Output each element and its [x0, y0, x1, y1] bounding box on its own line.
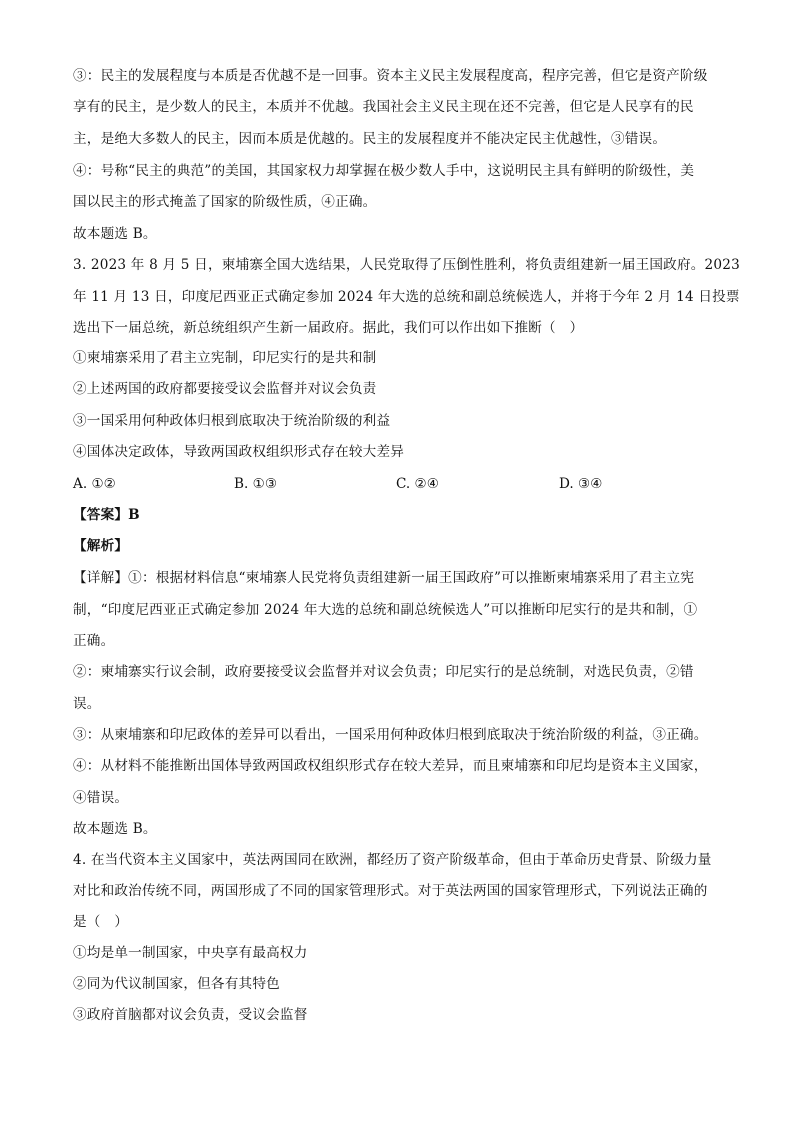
question-3-statement-4: ④国体决定政体，导致两国政权组织形式存在较大差异	[73, 444, 405, 460]
detail-explanation-line: ②：柬埔寨实行议会制，政府要接受议会监督并对议会负责；印尼实行的是总统制，对选民负责，②错	[73, 664, 694, 680]
question-4-statement-1: ①均是单一制国家，中央享有最高权力	[73, 945, 308, 961]
analysis-heading: 【解析】	[73, 538, 129, 554]
detail-explanation-line: ③：从柬埔寨和印尼政体的差异可以看出，一国采用何种政体归根到底取决于统治阶级的利益，③正确。	[73, 727, 708, 743]
question-3-statement-1: ①柬埔寨采用了君主立宪制，印尼实行的是共和制	[73, 350, 377, 366]
analysis-item-4-line: ④：号称“民主的典范”的美国，其国家权力却掌握在极少数人手中，这说明民主具有鲜明的阶级性，美	[73, 163, 695, 179]
question-3-options	[73, 474, 723, 494]
question-4-stem: 4. 在当代资本主义国家中，英法两国同在欧洲，都经历了资产阶级革命，但由于革命历史背景、阶级力量	[73, 852, 712, 868]
detail-explanation-line: 制，“印度尼西亚正式确定参加 2024 年大选的总统和副总统候选人”可以推断印尼实行的是共和制，①	[73, 602, 698, 618]
question-3-statement-3: ③一国采用何种政体归根到底取决于统治阶级的利益	[73, 413, 391, 429]
analysis-item-3-line: ③：民主的发展程度与本质是否优越不是一回事。资本主义民主发展程度高，程序完善，但它是资产阶级	[73, 68, 708, 84]
question-3-stem: 3. 2023 年 8 月 5 日，柬埔寨全国大选结果，人民党取得了压倒性胜利，将负责组建新一届王国政府。2023	[73, 257, 740, 273]
option-b: B. ①③	[234, 476, 278, 492]
answer-label: 【答案】B	[73, 507, 140, 523]
detail-explanation-line: 正确。	[73, 633, 115, 649]
conclusion-line: 故本题选 B。	[73, 821, 157, 837]
option-a: A. ①②	[73, 476, 116, 492]
analysis-item-3-line: 主，是绝大多数人的民主，因而本质是优越的。民主的发展程度并不能决定民主优越性，③错误。	[73, 131, 667, 147]
analysis-item-4-line: 国以民主的形式掩盖了国家的阶级性质，④正确。	[73, 194, 377, 210]
question-3-stem: 年 11 月 13 日，印度尼西亚正式确定参加 2024 年大选的总统和副总统候选人，并将于今年 2 月 14 日投票	[73, 289, 740, 305]
detail-explanation-line: 误。	[73, 696, 101, 712]
conclusion-line: 故本题选 B。	[73, 226, 157, 242]
question-4-statement-3: ③政府首脑都对议会负责，受议会监督	[73, 1007, 308, 1023]
question-3-statement-2: ②上述两国的政府都要接受议会监督并对议会负责	[73, 381, 377, 397]
analysis-item-3-line: 享有的民主，是少数人的民主，本质并不优越。我国社会主义民主现在还不完善，但它是人民享有的民	[73, 99, 694, 115]
option-c: C. ②④	[396, 476, 439, 492]
detail-explanation-line: 【详解】①：根据材料信息“柬埔寨人民党将负责组建新一届王国政府”可以推断柬埔寨采用了君主立宪	[73, 570, 695, 586]
question-4-stem: 对比和政治传统不同，两国形成了不同的国家管理形式。对于英法两国的国家管理形式，下列说法正确的	[73, 883, 708, 899]
detail-explanation-line: ④错误。	[73, 790, 129, 806]
question-4-statement-2: ②同为代议制国家，但各有其特色	[73, 976, 280, 992]
detail-explanation-line: ④：从材料不能推断出国体导致两国政权组织形式存在较大差异，而且柬埔寨和印尼均是资本主义国家，	[73, 758, 708, 774]
question-4-stem: 是（ ）	[73, 914, 129, 930]
option-d: D. ③④	[559, 476, 603, 492]
question-3-stem: 选出下一届总统，新总统组织产生新一届政府。据此，我们可以作出如下推断（ ）	[73, 320, 584, 336]
